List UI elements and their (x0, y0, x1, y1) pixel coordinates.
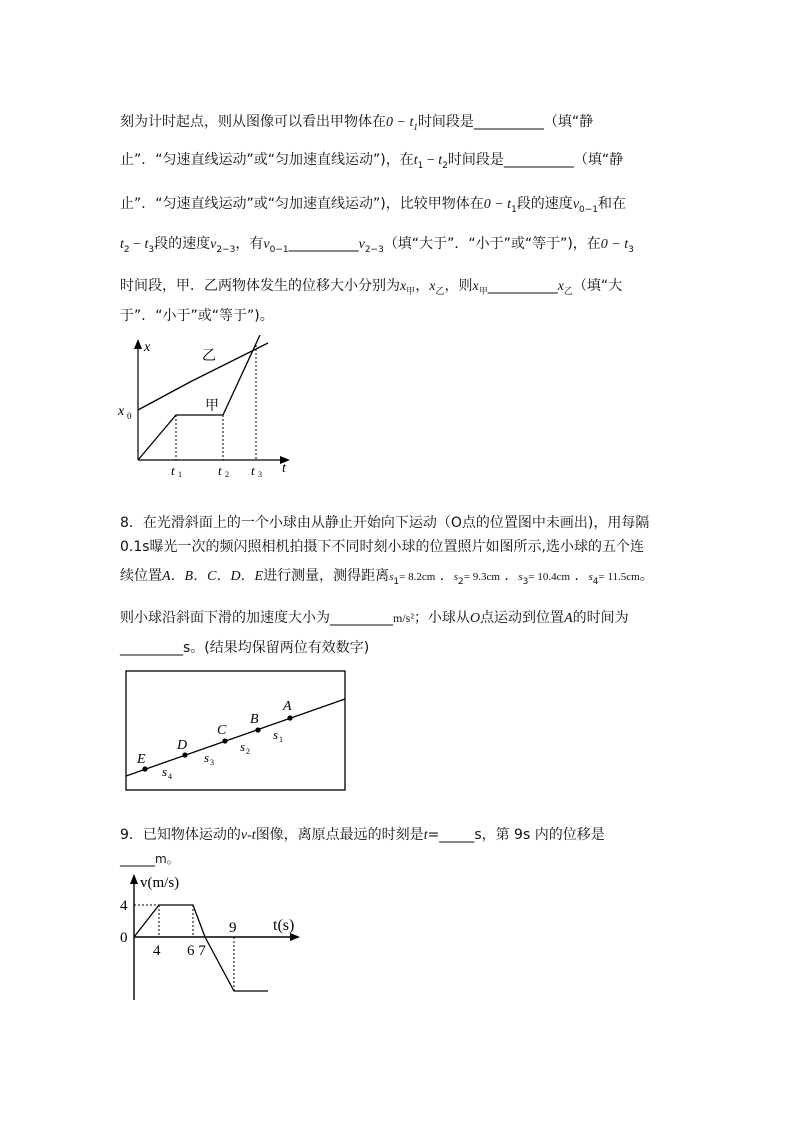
y-tick-4: 4 (120, 898, 128, 914)
answer-blank[interactable]: __________ (503, 152, 574, 168)
t-axis-label: t(s) (273, 917, 295, 934)
label-s4: s (162, 764, 168, 779)
line-jia (138, 335, 260, 460)
y-tick-0: 0 (120, 930, 128, 946)
label-E: E (137, 752, 146, 767)
jia-label: 甲 (205, 399, 219, 414)
q8-line-4: 则小球沿斜面下滑的加速度大小为_________m/s²；小球从O点运动到位置A的时间为 (120, 610, 629, 626)
answer-blank[interactable]: _____ (120, 851, 155, 867)
label-D: D (177, 738, 188, 753)
q7-line-6: 于”．“小于”或“等于”)。 (120, 308, 274, 324)
ball-E (142, 766, 147, 771)
svg-text:2: 2 (225, 470, 229, 479)
label-s2: s (240, 739, 246, 754)
svg-text:2: 2 (246, 747, 250, 756)
yi-label: 乙 (202, 349, 216, 364)
x-tick-6-7: 6 7 (187, 943, 206, 959)
svg-text:1: 1 (178, 470, 182, 479)
q9-line-2: _____m。 (120, 851, 179, 867)
ball-C (222, 738, 227, 743)
v-axis-label: v(m/s) (140, 875, 180, 891)
x-axis-label: x (144, 340, 151, 355)
x0-label: x (118, 404, 125, 419)
ball-B (255, 727, 260, 732)
q9-vt-graph (115, 870, 315, 1005)
label-s3: s (204, 750, 210, 765)
svg-text:0: 0 (127, 411, 132, 421)
t2-label: t (218, 463, 222, 478)
svg-text:3: 3 (210, 758, 214, 767)
answer-blank[interactable]: __________ (473, 114, 544, 130)
answer-blank[interactable]: _________ (330, 610, 393, 626)
x-tick-4: 4 (153, 943, 161, 959)
q8-line-3: 续位置A．B．C．D．E进行测量，测得距离$s_1= 8.2cm$ ．$s_2= 9.3cm$ ．$s_3= 10.4cm$ ．$s_4= 11.5cm$。 (120, 568, 654, 587)
t-axis-label: t (282, 461, 286, 476)
ball-D (182, 752, 187, 757)
q7-xt-graph (110, 335, 300, 480)
q8-line-2: 0.1s曝光一次的频闪照相机拍摄下不同时刻小球的位置照片如图所示,选小球的五个连 (120, 539, 645, 555)
svg-text:4: 4 (168, 772, 172, 781)
q7-line-5: 时间段，甲．乙两物体发生的位移大小分别为$x_甲$，$x_乙$，则$x_甲\_\_\_\_\_\_\_\_\_\_x_乙$（填“大 (120, 278, 623, 297)
q7-line-1: 刻为计时起点，则从图像可以看出甲物体在$0 - t_1$时间段是__________（填“静 (120, 114, 594, 132)
answer-blank[interactable]: _________ (120, 640, 183, 656)
q8-line-5: _________s。(结果均保留两位有效数字) (120, 640, 370, 656)
q8-line-1: 8．在光滑斜面上的一个小球由从静止开始向下运动（O点的位置图中未画出)，用每隔 (120, 515, 650, 531)
label-C: C (217, 723, 227, 738)
ball-A (287, 715, 292, 720)
answer-blank[interactable]: __________ (487, 278, 558, 294)
t3-label: t (251, 463, 255, 478)
q7-line-2: 止”．“匀速直线运动”或“匀加速直线运动”)，在$t_1 - t_2$时间段是__________（填“静 (120, 152, 624, 171)
q8-incline-figure (125, 670, 347, 792)
answer-blank[interactable]: __________ (288, 236, 359, 252)
q7-line-4: $t_2 - t_3$段的速度$v_{2-3}$，有$v_{0-1}\_\_\_\_\_\_\_\_\_\_v_{2-3}$（填“大于”．“小于”或“等于”)，在$0 - t_3$ (120, 236, 634, 255)
t1-label: t (171, 463, 175, 478)
answer-blank[interactable]: =_____ (427, 827, 475, 843)
q7-line-3: 止”．“匀速直线运动”或“匀加速直线运动”)，比较甲物体在$0 - t_1$段的速度$v_{0-1}$和在 (120, 196, 627, 215)
label-A: A (283, 699, 292, 714)
q9-line-1: 9．已知物体运动的v-t图像，离原点最远的时刻是t=_____s，第 9s 内的位移是 (120, 827, 605, 843)
svg-text:1: 1 (279, 735, 283, 744)
svg-text:3: 3 (258, 470, 262, 479)
x-tick-9: 9 (229, 920, 237, 936)
label-s1: s (273, 727, 279, 742)
label-B: B (250, 712, 259, 727)
